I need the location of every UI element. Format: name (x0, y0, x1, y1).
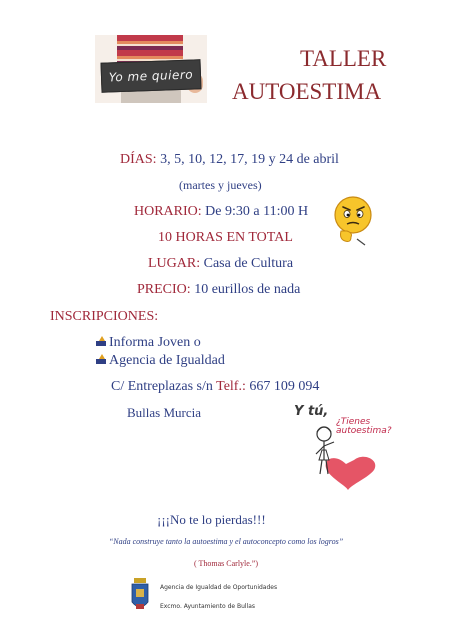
inscription-item-label: Informa Joven o (109, 335, 201, 350)
address-value: C/ Entreplazas s/n (111, 379, 213, 394)
inscripciones-label: INSCRIPCIONES: (50, 309, 159, 324)
quote-text: “Nada construye tanto la autoestima y el autoconcepto como los logros” (108, 537, 344, 546)
tienes-line-1: ¿Tienes (336, 417, 371, 427)
chalkboard-sign (101, 59, 202, 92)
coat-of-arms-icon (130, 578, 150, 614)
chalkboard-text: Yo me quiero (108, 67, 194, 85)
bullet-icon (96, 354, 108, 365)
city-hall-name: Excmo. Ayuntamiento de Bullas (160, 603, 256, 610)
title-line-1: TALLER (300, 46, 387, 71)
thinking-emoji-icon (331, 195, 373, 247)
lugar-row (148, 256, 293, 272)
horario-label: HORARIO: (134, 204, 202, 219)
total-hours: 10 HORAS EN TOTAL (158, 230, 293, 245)
address-row (111, 379, 319, 395)
bullet-icon (96, 336, 108, 347)
inscription-item-label: Agencia de Igualdad (109, 353, 225, 368)
lugar-label: LUGAR: (148, 256, 201, 271)
precio-value: 10 eurillos de nada (194, 282, 301, 297)
quote-author: ( Thomas Carlyle.”) (193, 559, 259, 568)
inscription-item (96, 353, 225, 369)
agency-name: Agencia de Igualdad de Oportunidades (160, 584, 278, 591)
phone-label: Telf.: (216, 379, 246, 394)
precio-row (137, 282, 300, 298)
inscription-item (96, 335, 201, 351)
horario-row (134, 204, 308, 220)
tienes-autoestima-text (336, 418, 392, 436)
dias-value: 3, 5, 10, 12, 17, 19 y 24 de abril (160, 152, 339, 167)
dias-subtitle: (martes y jueves) (179, 178, 262, 192)
city-text: Bullas Murcia (127, 405, 202, 420)
y-tu-text: Y tú, (294, 404, 329, 419)
hero-photo (95, 35, 207, 103)
tienes-line-2: autoestima? (336, 426, 392, 436)
closing-headline: ¡¡¡No te lo pierdas!!! (157, 512, 266, 527)
lugar-value: Casa de Cultura (203, 256, 294, 271)
dias-label: DÍAS: (120, 152, 157, 167)
precio-label: PRECIO: (137, 282, 191, 297)
dias-row (120, 152, 339, 168)
horario-value: De 9:30 a 11:00 H (205, 204, 309, 219)
phone-value: 667 109 094 (249, 379, 320, 394)
title-line-2: AUTOESTIMA (232, 79, 382, 104)
